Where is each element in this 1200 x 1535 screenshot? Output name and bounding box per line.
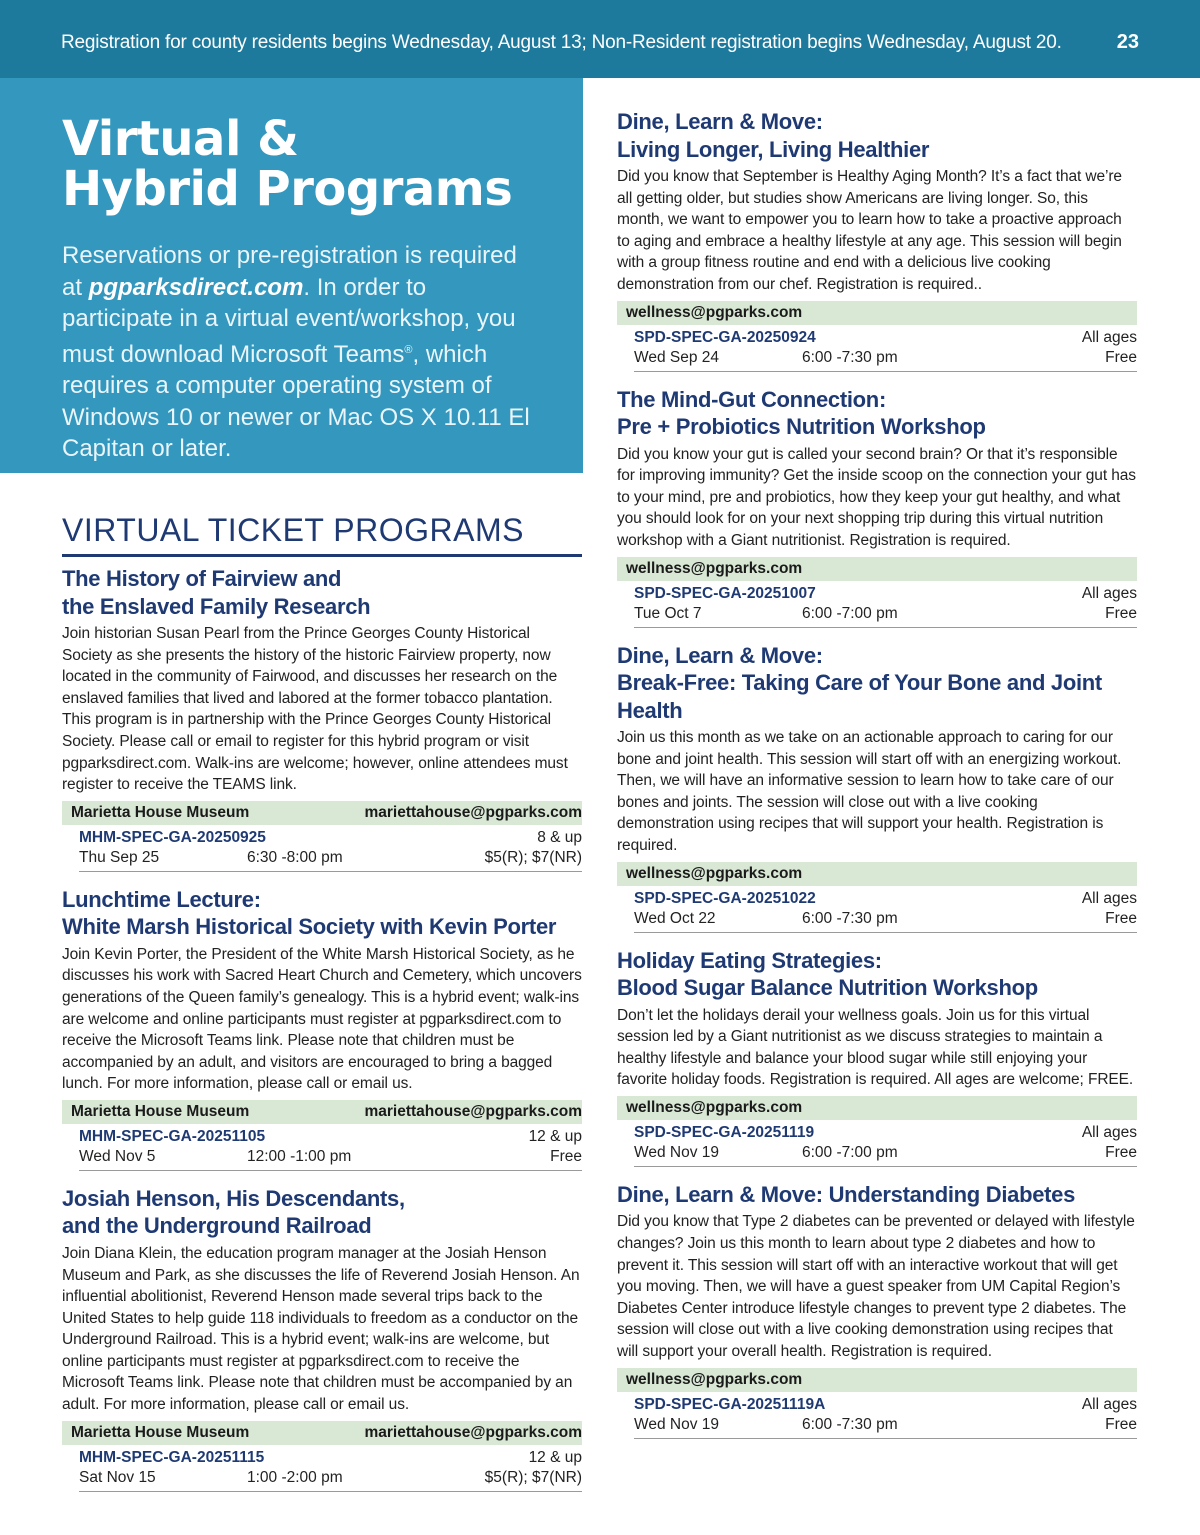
contact-email[interactable]: mariettahouse@pgparks.com: [364, 803, 582, 821]
program-title-line1: Dine, Learn & Move:: [617, 109, 823, 134]
contact-email[interactable]: mariettahouse@pgparks.com: [364, 1423, 582, 1441]
location-bar: [617, 1368, 1137, 1392]
program-title-line2: Break-Free: Taking Care of Your Bone and Joint Health: [617, 670, 1102, 723]
intro-text-3: , which requires a computer operating system of Windows 10 or newer or Mac OS X 10.11 El Capitan or later.: [62, 340, 530, 462]
age-range: 8 & up: [537, 828, 582, 846]
program-title-line2: White Marsh Historical Society with Kevin Porter: [62, 914, 557, 940]
location-bar: [62, 801, 582, 825]
program-title: [617, 642, 1137, 725]
left-column: [62, 565, 582, 1506]
intro-text-1: Reservations or pre-registration is required at: [62, 242, 517, 301]
session-fee: Free: [1105, 604, 1137, 622]
program-title-line1: Dine, Learn & Move: Understanding Diabetes: [617, 1181, 1076, 1207]
session-row: [79, 825, 582, 872]
session-fee: Free: [550, 1147, 582, 1165]
program-title: [617, 108, 1137, 163]
program-title-line1: The History of Fairview and: [62, 566, 342, 591]
session-date: Sat Nov 15: [79, 1468, 156, 1486]
contact-email[interactable]: wellness@pgparks.com: [626, 864, 803, 882]
activity-code: MHM-SPEC-GA-20251105: [79, 1127, 266, 1145]
program-title-line2: the Enslaved Family Research: [62, 593, 371, 619]
session-time: 6:00 -7:30 pm: [802, 348, 898, 366]
website-link[interactable]: pgparksdirect.com: [88, 273, 304, 301]
program-title: [62, 565, 582, 620]
program-listing: [617, 386, 1137, 628]
program-description: Did you know your gut is called your second brain? Or that it’s responsible for improving immunity? Get the inside scoop on the connection your gut has to your mind, pre and probiotics, how they keep your gut healthy, and what you should look for on your next shopping trip during this virtual nutrition workshop with a Giant nutritionist. Registration is required.: [617, 445, 1136, 549]
session-time: 12:00 -1:00 pm: [247, 1147, 352, 1165]
session-date: Wed Sep 24: [634, 348, 720, 366]
session-time: 1:00 -2:00 pm: [247, 1468, 343, 1486]
program-listing: [62, 886, 582, 1171]
registration-notice: Registration for county residents begins Wednesday, August 13; Non-Resident registration begins Wednesday, August 20.: [61, 32, 1062, 53]
contact-email[interactable]: wellness@pgparks.com: [626, 1370, 803, 1388]
session-fee: $5(R); $7(NR): [484, 848, 582, 866]
activity-code: SPD-SPEC-GA-20250924: [634, 328, 816, 346]
intro-text-2: . In order to participate in a virtual event/workshop, you must download Microsoft Teams: [62, 273, 516, 368]
section-title: VIRTUAL TICKET PROGRAMS: [62, 510, 582, 557]
session-row: [634, 581, 1137, 628]
age-range: 12 & up: [528, 1448, 582, 1466]
session-time: 6:00 -7:00 pm: [802, 1143, 898, 1161]
program-description: Join us this month as we take on an actionable approach to caring for our bone and joint health. This session will start off with an energizing workout. Then, we will have an informative session to learn how to take care of our bones and joints. The session will close out with a live cooking demonstration using recipes that will support your health. Registration is required.: [617, 729, 1122, 854]
activity-code: SPD-SPEC-GA-20251022: [634, 889, 816, 907]
right-column: [617, 108, 1137, 1453]
age-range: All ages: [1081, 584, 1137, 602]
contact-email[interactable]: wellness@pgparks.com: [626, 303, 803, 321]
session-date: Wed Nov 19: [634, 1415, 720, 1433]
session-fee: Free: [1105, 1143, 1137, 1161]
session-row: [634, 1392, 1137, 1439]
program-title-line1: Lunchtime Lecture:: [62, 886, 261, 912]
program-description: Did you know that September is Healthy Aging Month? It’s a fact that we’re all getting older, but studies show Americans are living longer. So, this month, we want to empower you to learn how to take a proactive approach to aging and embrace a healthy lifestyle at any age. This session will begin with a group fitness routine and end with a delicious live cooking demonstration from our chef. Registration is required..: [617, 168, 1122, 293]
program-title-line2: Blood Sugar Balance Nutrition Workshop: [617, 975, 1038, 1001]
activity-code: SPD-SPEC-GA-20251119: [634, 1123, 815, 1141]
page-title: [62, 111, 543, 217]
program-title-line2: Living Longer, Living Healthier: [617, 136, 930, 162]
hero-intro: [62, 240, 543, 465]
age-range: All ages: [1081, 1395, 1137, 1413]
location-bar: [617, 301, 1137, 325]
location-bar: [617, 862, 1137, 886]
age-range: 12 & up: [528, 1127, 582, 1145]
session-row: [79, 1124, 582, 1171]
program-listing: [617, 642, 1137, 933]
session-row: [634, 325, 1137, 372]
program-description: Did you know that Type 2 diabetes can be prevented or delayed with lifestyle changes? Join us this month to learn about type 2 diabetes and how to prevent it. This session will start off with an interactive workout that will get you moving. Then, we will have a guest speaker from UM Capital Region’s Diabetes Center introduce lifestyle changes to prevent type 2 diabetes. The session will close out with a live cooking demonstration using recipes that will support your overall health. Registration is required.: [617, 1213, 1135, 1361]
activity-code: MHM-SPEC-GA-20250925: [79, 828, 266, 846]
program-title: [617, 947, 1137, 1002]
program-description: Join historian Susan Pearl from the Prince Georges County Historical Society as she presents the history of the historic Fairview property, now located in the community of Fairwood, and discusses her research on the enslaved families that lived and labored at the former tobacco plantation. This program is in partnership with the Prince Georges County Historical Society. Please call or email to register for this hybrid program or visit pgparksdirect.com. Walk-ins are welcome; however, online attendees must register to receive the TEAMS link.: [62, 625, 568, 794]
session-row: [79, 1445, 582, 1492]
age-range: All ages: [1081, 889, 1137, 907]
program-title: [62, 886, 582, 941]
page-number: 23: [1116, 31, 1139, 53]
program-listing: [617, 1181, 1137, 1439]
program-listing: [617, 108, 1137, 372]
program-title: [617, 386, 1137, 441]
program-title: [62, 1185, 582, 1240]
program-title: [617, 1181, 1137, 1209]
activity-code: SPD-SPEC-GA-20251007: [634, 584, 816, 602]
location-bar: [62, 1421, 582, 1445]
session-fee: Free: [1105, 348, 1137, 366]
location-name: Marietta House Museum: [71, 1102, 250, 1120]
program-title-line1: Josiah Henson, His Descendants,: [62, 1185, 405, 1211]
program-listing: [62, 565, 582, 872]
session-row: [634, 886, 1137, 933]
session-date: Tue Oct 7: [634, 604, 702, 622]
session-time: 6:00 -7:30 pm: [802, 909, 898, 927]
program-title-line1: Dine, Learn & Move:: [617, 642, 823, 668]
session-time: 6:00 -7:00 pm: [802, 604, 898, 622]
session-time: 6:00 -7:30 pm: [802, 1415, 898, 1433]
contact-email[interactable]: mariettahouse@pgparks.com: [364, 1102, 582, 1120]
top-banner: [0, 0, 1200, 78]
age-range: All ages: [1081, 328, 1137, 346]
session-fee: Free: [1105, 1415, 1137, 1433]
session-date: Wed Nov 5: [79, 1147, 156, 1165]
location-bar: [617, 557, 1137, 581]
location-bar: [617, 1096, 1137, 1120]
program-title-line1: The Mind-Gut Connection:: [617, 386, 886, 412]
hero-panel: [0, 78, 583, 473]
program-description: Join Diana Klein, the education program manager at the Josiah Henson Museum and Park, as she discusses the life of Reverend Josiah Henson. An influential abolitionist, Reverend Henson made several trips back to the United States to help guide 118 individuals to freedom as a conductor on the Underground Railroad. This is a hybrid event; walk-ins are welcome, but online participants must register at pgparksdirect.com to receive the Microsoft Teams link. Please note that children must be accompanied by an adult. For more information, please call or email us.: [62, 1244, 580, 1414]
session-time: 6:30 -8:00 pm: [247, 848, 343, 866]
page-title-line1: Virtual &: [62, 111, 299, 167]
program-title-line1: Holiday Eating Strategies:: [617, 947, 882, 973]
location-name: Marietta House Museum: [71, 1423, 250, 1441]
program-listing: [617, 947, 1137, 1167]
program-title-line2: Pre + Probiotics Nutrition Workshop: [617, 414, 986, 440]
program-listing: [62, 1185, 582, 1492]
location-bar: [62, 1100, 582, 1124]
registered-mark: ®: [404, 343, 413, 356]
age-range: All ages: [1081, 1123, 1137, 1141]
contact-email[interactable]: wellness@pgparks.com: [626, 1098, 803, 1116]
session-fee: Free: [1105, 909, 1137, 927]
location-name: Marietta House Museum: [71, 803, 250, 821]
session-date: Wed Nov 19: [634, 1143, 720, 1161]
program-title-line2: and the Underground Railroad: [62, 1213, 372, 1239]
program-description: Don’t let the holidays derail your wellness goals. Join us for this virtual session led by a Giant nutritionist as we discuss strategies to maintain a healthy lifestyle and balance your blood sugar while still enjoying your favorite holiday foods. Registration is required. All ages are welcome; FREE.: [617, 1006, 1134, 1089]
session-fee: $5(R); $7(NR): [484, 1468, 582, 1486]
session-date: Thu Sep 25: [79, 848, 160, 866]
contact-email[interactable]: wellness@pgparks.com: [626, 559, 803, 577]
program-description: Join Kevin Porter, the President of the White Marsh Historical Society, as he discusses his work with Sacred Heart Church and Cemetery, which uncovers generations of the Queen family’s genealogy. This is a hybrid event; walk-ins are welcome and online participants must register at pgparksdirect.com to receive the Microsoft Teams link. Please note that children must be accompanied by an adult, and visitors are encouraged to bring a bagged lunch. For more information, please call or email us.: [62, 945, 582, 1093]
page-title-line2: Hybrid Programs: [62, 161, 513, 217]
activity-code: MHM-SPEC-GA-20251115: [79, 1448, 265, 1466]
session-row: [634, 1120, 1137, 1167]
session-date: Wed Oct 22: [634, 909, 716, 927]
activity-code: SPD-SPEC-GA-20251119A: [634, 1395, 826, 1413]
